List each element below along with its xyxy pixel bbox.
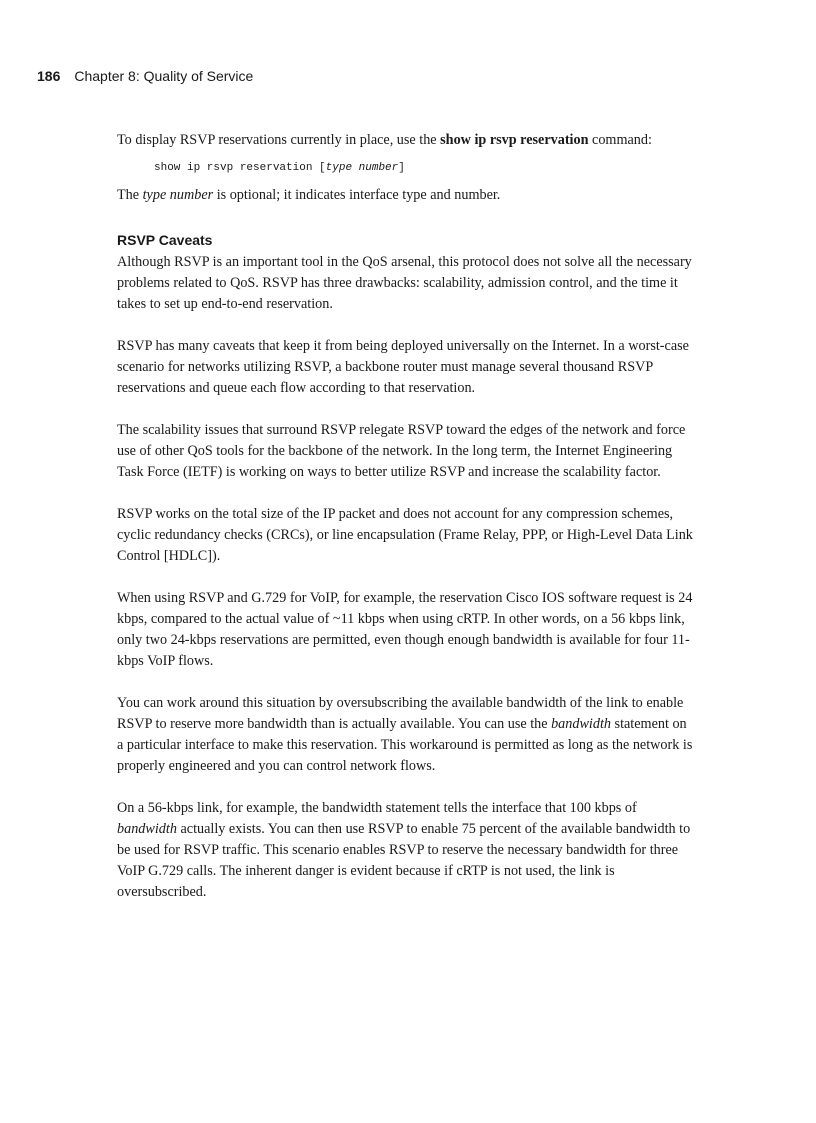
p7-text-end: actually exists. You can then use RSVP to enable 75 percent of the available bandwidth to be used for RSVP traffic. This scenario enables RSVP to reserve the necessary bandwidth for three VoIP G.729 calls. The inherent danger is evident because if cRTP is not used, the link is oversubscribed. <box>117 821 691 900</box>
paragraph-drawbacks: Although RSVP is an important tool in the QoS arsenal, this protocol does not solve all the necessary problems related to QoS. RSVP has three drawbacks: scalability, admission control, and the time it takes to set up end-to-end reservation. <box>117 254 692 312</box>
note-term: type number <box>142 187 214 203</box>
page-number: 186 <box>37 68 61 84</box>
note-text: The <box>117 187 143 203</box>
page-body <box>117 130 695 924</box>
p7-text: On a 56-kbps link, for example, the bandwidth statement tells the interface that 100 kbps of <box>117 800 637 816</box>
code-parameter: type number <box>325 162 399 174</box>
p6-text: You can work around this situation by oversubscribing the available bandwidth of the link to enable RSVP to reserve more bandwidth than is actually available. You can use the <box>117 695 684 732</box>
p6-text-end: statement on a particular interface to make this reservation. This workaround is permitted as long as the network is properly engineered and you can control network flows. <box>117 716 693 774</box>
note-text-end: is optional; it indicates interface type and number. <box>213 187 501 203</box>
command-name: show ip rsvp reservation <box>440 132 589 148</box>
paragraph-packet-size: RSVP works on the total size of the IP packet and does not account for any compression schemes, cyclic redundancy checks (CRCs), or line encapsulation (Frame Relay, PPP, or High-Level Data Link Control [HDLC]). <box>117 506 693 564</box>
paragraph-oversubscribing <box>117 693 695 777</box>
optional-note <box>117 185 695 206</box>
paragraph-scalability: The scalability issues that surround RSVP relegate RSVP toward the edges of the network and force use of other QoS tools for the backbone of the network. In the long term, the Internet Engineering Task Force (IETF) is working on ways to better utilize RSVP and increase the scalability factor. <box>117 422 686 480</box>
paragraph-caveats: RSVP has many caveats that keep it from being deployed universally on the Internet. In a worst-case scenario for networks utilizing RSVP, a backbone router must manage several thousand RSVP reservations and queue each flow according to that reservation. <box>117 338 689 396</box>
code-example <box>154 159 695 177</box>
chapter-title: Chapter 8: Quality of Service <box>74 68 254 84</box>
p6-term: bandwidth <box>551 716 611 732</box>
intro-text: To display RSVP reservations currently in place, use the <box>117 132 441 148</box>
code-command: show ip rsvp reservation [ <box>154 162 326 174</box>
section-heading: RSVP Caveats <box>117 232 213 248</box>
code-bracket: ] <box>398 162 405 174</box>
running-header <box>37 68 253 84</box>
paragraph-g729: When using RSVP and G.729 for VoIP, for example, the reservation Cisco IOS software request is 24 kbps, compared to the actual value of ~11 kbps when using cRTP. In other words, on a 56 kbps link, only two 24-kbps reservations are permitted, even though enough bandwidth is available for four 11-kbps VoIP flows. <box>117 590 693 669</box>
intro-paragraph <box>117 130 695 151</box>
p7-term: bandwidth <box>117 821 177 837</box>
intro-text-end: command: <box>588 132 652 148</box>
paragraph-56kbps-link <box>117 798 695 903</box>
